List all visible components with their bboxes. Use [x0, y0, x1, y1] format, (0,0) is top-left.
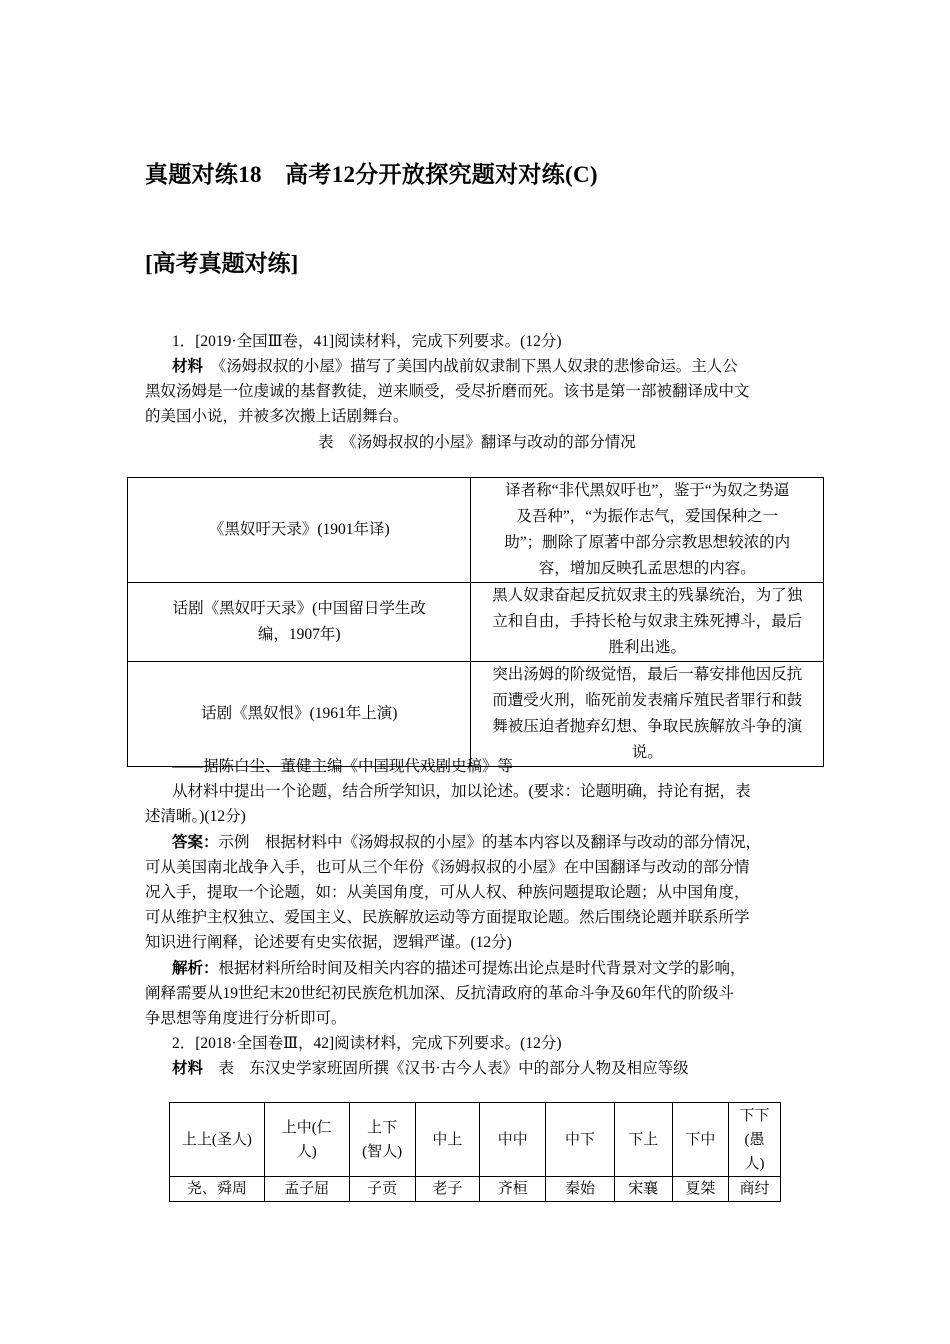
q1-answer-3: 况入手，提取一个论题，如：从美国角度，可从人权、种族问题提取论题；从中国角度， — [145, 884, 750, 901]
q1-requirement: 从材料中提出一个论题，结合所学知识，加以论述。(要求：论题明确，持论有据，表 — [172, 783, 751, 800]
q1-answer-2: 可从美国南北战争入手，也可从三个年份《汤姆叔叔的小屋》在中国翻译与改动的部分情 — [145, 859, 750, 876]
ranking-table — [169, 1102, 781, 1202]
cell-line: 容，增加反映孔孟思想的内容。 — [538, 560, 756, 577]
cell-line: 话剧《黑奴恨》(1961年上演) — [201, 705, 398, 722]
q2-heading: 2．[2018·全国卷Ⅲ，42]阅读材料，完成下列要求。(12分) — [172, 1035, 562, 1052]
table-row — [128, 662, 824, 767]
table-cell — [128, 478, 471, 583]
cell-line: 下中 — [685, 1131, 716, 1148]
q1-material-line-2: 黑奴汤姆是一位虔诚的基督教徒，逆来顺受，受尽折磨而死。该书是第一部被翻译成中文 — [145, 383, 750, 400]
table-cell — [471, 662, 824, 767]
cell-line: 中上 — [432, 1131, 463, 1148]
cell-line: 助”；删除了原著中部分宗教思想较浓的内 — [504, 534, 791, 551]
q1-answer — [172, 830, 761, 855]
table-cell — [471, 583, 824, 662]
q1-material-line — [172, 354, 738, 379]
table-header-row — [170, 1103, 781, 1177]
answer-text: 示例 根据材料中《汤姆叔叔的小屋》的基本内容以及翻译与改动的部分情况， — [218, 834, 762, 851]
table-cell: 子贡 — [349, 1177, 415, 1202]
q1-source: ——据陈白尘、董健主编《中国现代戏剧史稿》等 — [172, 758, 514, 775]
q1-heading: 1．[2019·全国Ⅲ卷，41]阅读材料，完成下列要求。(12分) — [172, 333, 562, 350]
q1-answer-5: 知识进行阐释，论述要有史实依据，逻辑严谨。(12分) — [145, 934, 512, 951]
page-title: 真题对练18 高考12分开放探究题对对练(C) — [145, 162, 598, 187]
analysis-text: 根据材料所给时间及相关内容的描述可提炼出论点是时代背景对文学的影响， — [218, 960, 746, 977]
q1-answer-4: 可从维护主权独立、爱国主义、民族解放运动等方面提取论题。然后围绕论题并联系所学 — [145, 909, 750, 926]
q1-material-text: 《汤姆叔叔的小屋》描写了美国内战前奴隶制下黑人奴隶的悲惨命运。主人公 — [203, 358, 738, 375]
cell-line: (智人) — [362, 1143, 403, 1160]
q1-material-line-3: 的美国小说，并被多次搬上话剧舞台。 — [145, 408, 409, 425]
cell-line: 编，1907年) — [257, 626, 341, 643]
table-cell — [128, 583, 471, 662]
cell-line: 人) — [296, 1143, 317, 1160]
cell-line: 下下 — [739, 1107, 770, 1124]
table-header-cell — [264, 1103, 349, 1177]
cell-line: 突出汤姆的阶级觉悟，最后一幕安排他因反抗 — [492, 666, 803, 683]
cell-line: 上中(仁 — [281, 1119, 332, 1136]
table-cell — [471, 478, 824, 583]
cell-line: 中下 — [565, 1131, 596, 1148]
table-row — [128, 478, 824, 583]
table-cell: 夏桀 — [672, 1177, 728, 1202]
table-row — [170, 1177, 781, 1202]
cell-line: 译者称“非代黑奴吁也”，鉴于“为奴之势逼 — [505, 482, 790, 499]
cell-line: 而遭受火刑，临死前发表痛斥殖民者罪行和鼓 — [492, 692, 803, 709]
table-header-cell — [415, 1103, 479, 1177]
q2-material-text: 表 东汉史学家班固所撰《汉书·古今人表》中的部分人物及相应等级 — [203, 1060, 689, 1077]
table-header-cell — [614, 1103, 672, 1177]
cell-line: 立和自由，手持长枪与奴隶主殊死搏斗，最后 — [492, 613, 803, 630]
cell-line: 《黑奴吁天录》(1901年译) — [208, 521, 390, 538]
q1-analysis-2: 阐释需要从19世纪末20世纪初民族危机加深、反抗清政府的革命斗争及60年代的阶级斗 — [145, 985, 735, 1002]
table-cell — [128, 662, 471, 767]
translation-table — [127, 477, 824, 767]
table-cell: 宋襄 — [614, 1177, 672, 1202]
answer-label: 答案： — [172, 834, 219, 851]
table-row — [128, 583, 824, 662]
cell-line: 黑人奴隶奋起反抗奴隶主的残暴统治，为了独 — [492, 587, 803, 604]
table-header-cell — [480, 1103, 546, 1177]
cell-line: 说。 — [631, 744, 663, 761]
analysis-label: 解析： — [172, 960, 219, 977]
cell-line: 上下 — [367, 1119, 398, 1136]
table-cell: 孟子屈 — [264, 1177, 349, 1202]
cell-line: 中中 — [497, 1131, 528, 1148]
table-cell: 老子 — [415, 1177, 479, 1202]
table-cell: 尧、舜周 — [170, 1177, 265, 1202]
cell-line: 话剧《黑奴吁天录》(中国留日学生改 — [172, 600, 426, 617]
q1-table-caption: 表 《汤姆叔叔的小屋》翻译与改动的部分情况 — [318, 434, 636, 451]
q2-material-label: 材料 — [172, 1060, 204, 1077]
table-cell: 秦始 — [546, 1177, 614, 1202]
table-header-cell — [728, 1103, 780, 1177]
q2-material-line — [172, 1056, 689, 1081]
cell-line: 舞被压迫者抛弃幻想、争取民族解放斗争的演 — [492, 718, 803, 735]
q1-analysis-3: 争思想等角度进行分析即可。 — [145, 1010, 347, 1027]
cell-line: 上上(圣人) — [181, 1131, 252, 1148]
table-cell: 齐桓 — [480, 1177, 546, 1202]
section-heading: [高考真题对练] — [145, 251, 299, 276]
table-header-cell — [672, 1103, 728, 1177]
table-header-cell — [546, 1103, 614, 1177]
q1-material-label: 材料 — [172, 358, 204, 375]
cell-line: 及吾种”，“为振作志气，爱国保种之一 — [516, 508, 779, 525]
cell-line: 人) — [744, 1155, 765, 1172]
cell-line: (愚 — [744, 1131, 765, 1148]
cell-line: 下上 — [628, 1131, 659, 1148]
q1-analysis — [172, 956, 746, 981]
table-header-cell — [349, 1103, 415, 1177]
table-header-cell — [170, 1103, 265, 1177]
q1-requirement-2: 述清晰。)(12分) — [145, 808, 246, 825]
table-cell: 商纣 — [728, 1177, 780, 1202]
cell-line: 胜利出逃。 — [608, 639, 686, 656]
